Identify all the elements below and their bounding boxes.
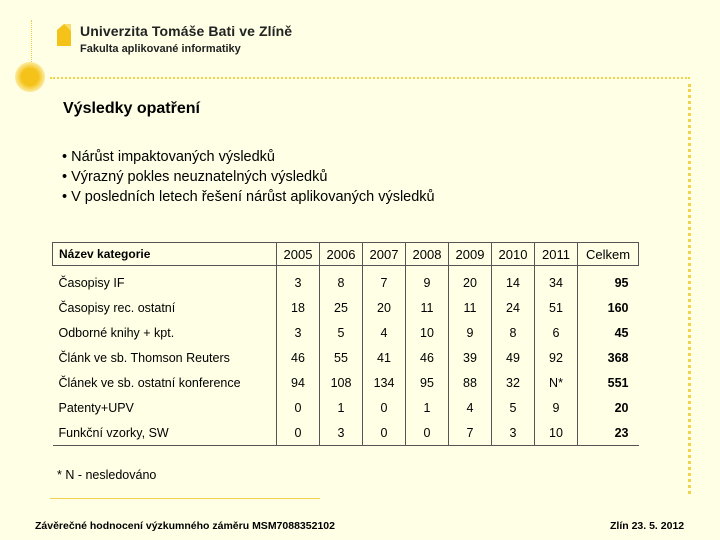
total-cell: 45 (578, 320, 639, 345)
year-value-cell: 11 (406, 295, 449, 320)
year-value-cell: 0 (406, 420, 449, 446)
column-header: 2007 (363, 243, 406, 266)
table-row (53, 370, 639, 395)
header-divider (50, 77, 690, 79)
column-header: Celkem (578, 243, 639, 266)
university-logo-icon (57, 24, 71, 46)
table-row (53, 345, 639, 370)
bullet-list (62, 147, 435, 207)
year-value-cell: 20 (363, 295, 406, 320)
year-value-cell: 5 (492, 395, 535, 420)
year-value-cell: 3 (492, 420, 535, 446)
year-value-cell: 10 (406, 320, 449, 345)
year-value-cell: 14 (492, 266, 535, 296)
category-name: Časopisy IF (58, 275, 125, 290)
table-footnote: * N - nesledováno (57, 468, 157, 482)
sun-decoration-icon (15, 62, 45, 92)
year-value-cell: 0 (363, 420, 406, 446)
column-header: Název kategorie (53, 243, 277, 266)
year-value-cell: 3 (320, 420, 363, 446)
year-value-cell: 1 (406, 395, 449, 420)
total-cell: 20 (578, 395, 639, 420)
year-value-cell: 134 (363, 370, 406, 395)
year-value-cell: 3 (277, 266, 320, 296)
total-cell: 551 (578, 370, 639, 395)
year-value-cell: 25 (320, 295, 363, 320)
year-value-cell: 24 (492, 295, 535, 320)
year-value-cell: 9 (406, 266, 449, 296)
table-header-row (53, 243, 639, 266)
year-value-cell: 0 (277, 395, 320, 420)
year-value-cell: 108 (320, 370, 363, 395)
footer-divider (50, 498, 320, 499)
column-header: 2005 (277, 243, 320, 266)
category-name: Patenty+UPV (58, 400, 134, 415)
year-value-cell: 32 (492, 370, 535, 395)
bullet-item: • Nárůst impaktovaných výsledků (62, 147, 435, 167)
university-name: Univerzita Tomáše Bati ve Zlíně (80, 23, 293, 39)
year-value-cell: 10 (535, 420, 578, 446)
year-value-cell: 18 (277, 295, 320, 320)
year-value-cell: 46 (406, 345, 449, 370)
category-name: Časopisy rec. ostatní (58, 300, 176, 315)
year-value-cell: 7 (449, 420, 492, 446)
column-header: 2009 (449, 243, 492, 266)
year-value-cell: 39 (449, 345, 492, 370)
table-row (53, 320, 639, 345)
year-value-cell: 34 (535, 266, 578, 296)
year-value-cell: 92 (535, 345, 578, 370)
table-row (53, 295, 639, 320)
year-value-cell: 7 (363, 266, 406, 296)
year-value-cell: 51 (535, 295, 578, 320)
year-value-cell: 0 (363, 395, 406, 420)
header-band (0, 0, 720, 80)
total-cell: 368 (578, 345, 639, 370)
right-border-line (688, 84, 691, 494)
footer-project: Závěrečné hodnocení výzkumného záměru MSM7088352102 (35, 520, 335, 532)
year-value-cell: 55 (320, 345, 363, 370)
category-name: Článek ve sb. ostatní konference (58, 375, 241, 390)
year-value-cell: 5 (320, 320, 363, 345)
slide-title: Výsledky opatření (63, 100, 200, 117)
year-value-cell: 95 (406, 370, 449, 395)
table-row (53, 266, 639, 296)
year-value-cell: 9 (535, 395, 578, 420)
faculty-name: Fakulta aplikované informatiky (80, 43, 241, 55)
table-body (53, 266, 639, 446)
year-value-cell: 0 (277, 420, 320, 446)
year-value-cell: 4 (449, 395, 492, 420)
year-value-cell: 20 (449, 266, 492, 296)
year-value-cell: 49 (492, 345, 535, 370)
footer-date: Zlín 23. 5. 2012 (610, 520, 685, 532)
year-value-cell: N* (535, 370, 578, 395)
year-value-cell: 8 (320, 266, 363, 296)
total-cell: 95 (578, 266, 639, 296)
category-name: Funkční vzorky, SW (53, 420, 277, 446)
bullet-item: • V posledních letech řešení nárůst aplikovaných výsledků (62, 187, 435, 207)
year-value-cell: 6 (535, 320, 578, 345)
column-header: 2011 (535, 243, 578, 266)
decorative-vertical-line (31, 20, 33, 62)
category-name: Odborné knihy + kpt. (58, 325, 175, 340)
year-value-cell: 1 (320, 395, 363, 420)
table-row (53, 420, 639, 446)
total-cell: 160 (578, 295, 639, 320)
year-value-cell: 9 (449, 320, 492, 345)
year-value-cell: 8 (492, 320, 535, 345)
category-name: Článk ve sb. Thomson Reuters (58, 350, 230, 365)
year-value-cell: 11 (449, 295, 492, 320)
total-cell: 23 (578, 420, 639, 446)
year-value-cell: 94 (277, 370, 320, 395)
year-value-cell: 46 (277, 345, 320, 370)
year-value-cell: 41 (363, 345, 406, 370)
results-table (52, 242, 639, 446)
column-header: 2006 (320, 243, 363, 266)
column-header: 2008 (406, 243, 449, 266)
table-row (53, 395, 639, 420)
year-value-cell: 88 (449, 370, 492, 395)
column-header: 2010 (492, 243, 535, 266)
year-value-cell: 3 (277, 320, 320, 345)
year-value-cell: 4 (363, 320, 406, 345)
bullet-item: • Výrazný pokles neuznatelných výsledků (62, 167, 435, 187)
